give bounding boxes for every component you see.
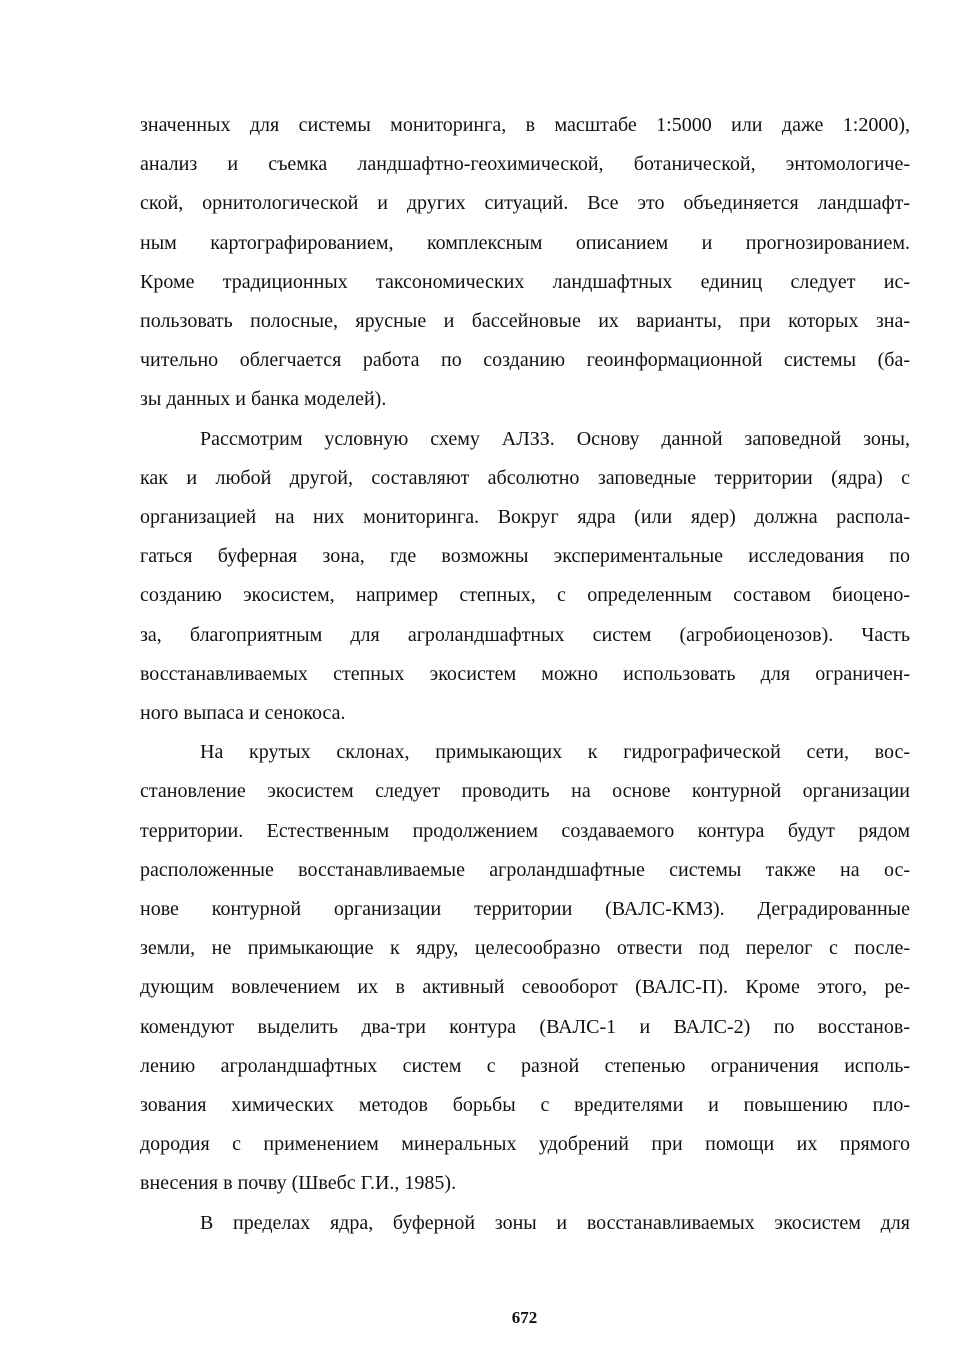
text-line: В пределах ядра, буферной зоны и восстанавливаемых экосистем для (200, 1211, 910, 1234)
text-line: анализ и съемка ландшафтно-геохимической, ботанической, энтомологиче- (140, 153, 910, 176)
text-line: организацией на них мониторинга. Вокруг ядра (или ядер) должна распола- (140, 506, 910, 529)
text-line: ской, орнитологической и других ситуаций. Все это объединяется ландшафт- (140, 192, 910, 215)
text-line: комендуют выделить два-три контура (ВАЛС-1 и ВАЛС-2) по восстанов- (140, 1015, 910, 1038)
text-line: зы данных и банка моделей). (140, 388, 387, 411)
document-body (140, 106, 910, 1243)
text-line: восстанавливаемых степных экосистем можно использовать для ограничен- (140, 662, 910, 685)
text-line: созданию экосистем, например степных, с определенным составом биоцено- (140, 584, 910, 607)
text-line: дородия с применением минеральных удобрений при помощи их прямого (140, 1133, 910, 1156)
text-line: территории. Естественным продолжением создаваемого контура будут рядом (140, 819, 910, 842)
paragraph (140, 1204, 910, 1243)
text-line: расположенные восстанавливаемые агроландшафтные системы также на ос- (140, 858, 910, 881)
text-line: лению агроландшафтных систем с разной степенью ограничения исполь- (140, 1054, 910, 1077)
text-line: гаться буферная зона, где возможны экспериментальные исследования по (140, 545, 910, 568)
text-line: как и любой другой, составляют абсолютно заповедные территории (ядра) с (140, 466, 910, 489)
text-line: земли, не примыкающие к ядру, целесообразно отвести под перелог с после- (140, 937, 910, 960)
text-line: нове контурной организации территории (ВАЛС-КМЗ). Деградированные (140, 898, 910, 921)
paragraph (140, 420, 910, 734)
text-line: внесения в почву (Швебс Г.И., 1985). (140, 1172, 457, 1195)
text-line: дующим вовлечением их в активный севооборот (ВАЛС-П). Кроме этого, ре- (140, 976, 910, 999)
text-line: Кроме традиционных таксономических ландшафтных единиц следует ис- (140, 270, 910, 293)
paragraph (140, 733, 910, 1203)
paragraph (140, 106, 910, 420)
text-line: значенных для системы мониторинга, в масштабе 1:5000 или даже 1:2000), (140, 114, 910, 136)
text-line: Рассмотрим условную схему АЛЗЗ. Основу данной заповедной зоны, (200, 427, 910, 450)
text-line: зования химических методов борьбы с вредителями и повышению пло- (140, 1094, 910, 1117)
page-number: 672 (511, 1308, 538, 1327)
document-page (140, 106, 910, 1243)
text-line: чительно облегчается работа по созданию геоинформационной системы (ба- (140, 349, 910, 372)
text-line: ным картографированием, комплексным описанием и прогнозированием. (140, 231, 910, 254)
text-line: На крутых склонах, примыкающих к гидрографической сети, вос- (200, 741, 910, 764)
text-line: за, благоприятным для агроландшафтных систем (агробиоценозов). Часть (140, 623, 910, 646)
text-line: ного выпаса и сенокоса. (140, 702, 346, 725)
text-line: пользовать полосные, ярусные и бассейновые их варианты, при которых зна- (140, 310, 910, 333)
text-line: становление экосистем следует проводить на основе контурной организации (140, 780, 910, 803)
